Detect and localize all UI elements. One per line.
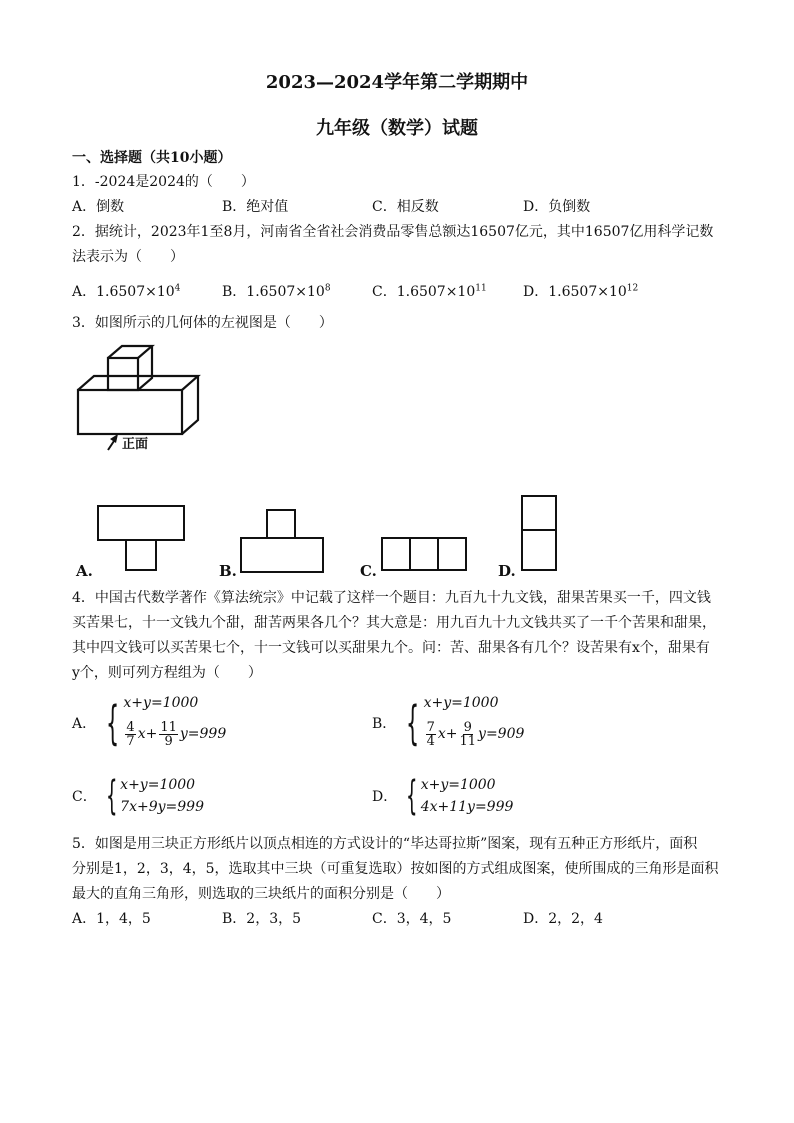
q3-option-b-label: B. <box>219 562 237 580</box>
q4-a-equation-2: $\frac{4}{7}$ x+ $\frac{11}{9}$ y=999 <box>126 719 227 749</box>
q5-option-d: D．2，2，4 <box>523 911 603 927</box>
question-4-stem-line-3: 其中四文钱可以买苦果七个，十一文钱可以买甜果九个。问：苦、甜果各有几个？设苦果有x个，甜果有 <box>72 640 710 656</box>
front-view-label: 正面 <box>122 437 149 452</box>
q1-option-b: B．绝对值 <box>222 199 289 215</box>
q4-option-c: C． { x+y=1000 7x+9y=999 <box>72 773 204 819</box>
question-2-stem-line-1: 2．据统计，2023年1至8月，河南省全省社会消费品零售总额达16507亿元，其中16507亿用科学记数 <box>72 224 714 240</box>
q2-option-d: D．$1.6507\times 10^{12}$ <box>523 283 639 300</box>
q1-option-d: D．负倒数 <box>523 199 591 215</box>
question-5-stem-line-1: 5．如图是用三块正方形纸片以顶点相连的方式设计的“毕达哥拉斯”图案，现有五种正方形纸片，面积 <box>72 836 698 852</box>
q3-option-d-figure <box>494 492 574 582</box>
section-heading: 一、选择题（共10小题） <box>72 150 232 166</box>
q4-b-equation-2: $\frac{7}{4}$ x+ $\frac{9}{11}$ y=909 <box>426 719 525 749</box>
q4-option-d: D． { x+y=1000 4x+11y=999 <box>372 773 514 819</box>
q3-solid-figure <box>72 338 202 456</box>
q5-option-a: A．1，4，5 <box>72 911 151 927</box>
q5-option-b: B．2，3，5 <box>222 911 302 927</box>
question-5-stem-line-3: 最大的直角三角形，则选取的三块纸片的面积分别是（ ） <box>72 886 450 902</box>
q4-a-equation-1: x+y=1000 <box>123 695 199 711</box>
question-4-stem-line-2: 买苦果七，十一文钱九个甜，甜苦两果各几个？其大意是：用九百九十九文钱共买了一千个苦果和甜果， <box>72 615 716 631</box>
question-4-stem-line-4: y个，则可列方程组为（ ） <box>72 665 262 681</box>
q4-d-equation-2: 4x+11y=999 <box>420 799 514 815</box>
q3-option-c-label: C. <box>360 562 377 580</box>
exam-title: 2023—2024学年第二学期期中 <box>265 72 529 93</box>
q4-c-equation-2: 7x+9y=999 <box>120 799 204 815</box>
q4-option-a: A． { x+y=1000 $\frac{4}{7}$ x+ $\frac{11}{9}$ y=999 <box>72 692 226 754</box>
question-3-stem: 3．如图所示的几何体的左视图是（ ） <box>72 315 333 331</box>
q3-option-b-figure <box>215 492 335 582</box>
q1-option-a: A．倒数 <box>72 199 125 215</box>
q3-option-a-figure <box>72 492 192 582</box>
q4-b-equation-1: x+y=1000 <box>423 695 499 711</box>
q3-option-a-label: A. <box>76 562 93 580</box>
question-4-stem-line-1: 4．中国古代数学著作《算法统宗》中记载了这样一个题目：九百九十九文钱，甜果苦果买一千，四文钱 <box>72 590 711 606</box>
q2-option-a: A．$1.6507\times 10^4$ <box>72 283 181 300</box>
q3-option-c-figure <box>356 492 476 582</box>
question-1-stem: 1．-2024是2024的（ ） <box>72 174 255 190</box>
q2-option-b: B．$1.6507\times 10^8$ <box>222 283 331 300</box>
q5-option-c: C．3，4，5 <box>372 911 452 927</box>
q4-option-b: B． { x+y=1000 $\frac{7}{4}$ x+ $\frac{9}{11}$ y=909 <box>372 692 524 754</box>
q4-c-equation-1: x+y=1000 <box>120 777 196 793</box>
question-2-stem-line-2: 法表示为（ ） <box>72 249 184 265</box>
q1-option-c: C．相反数 <box>372 199 439 215</box>
q3-option-d-label: D. <box>498 562 516 580</box>
question-5-stem-line-2: 分别是1，2，3，4，5，选取其中三块（可重复选取）按如图的方式组成图案，使所围成的三角形是面积 <box>72 861 719 877</box>
q4-d-equation-1: x+y=1000 <box>420 777 496 793</box>
exam-subtitle: 九年级（数学）试题 <box>316 118 478 139</box>
q2-option-c: C．$1.6507\times 10^{11}$ <box>372 283 487 300</box>
